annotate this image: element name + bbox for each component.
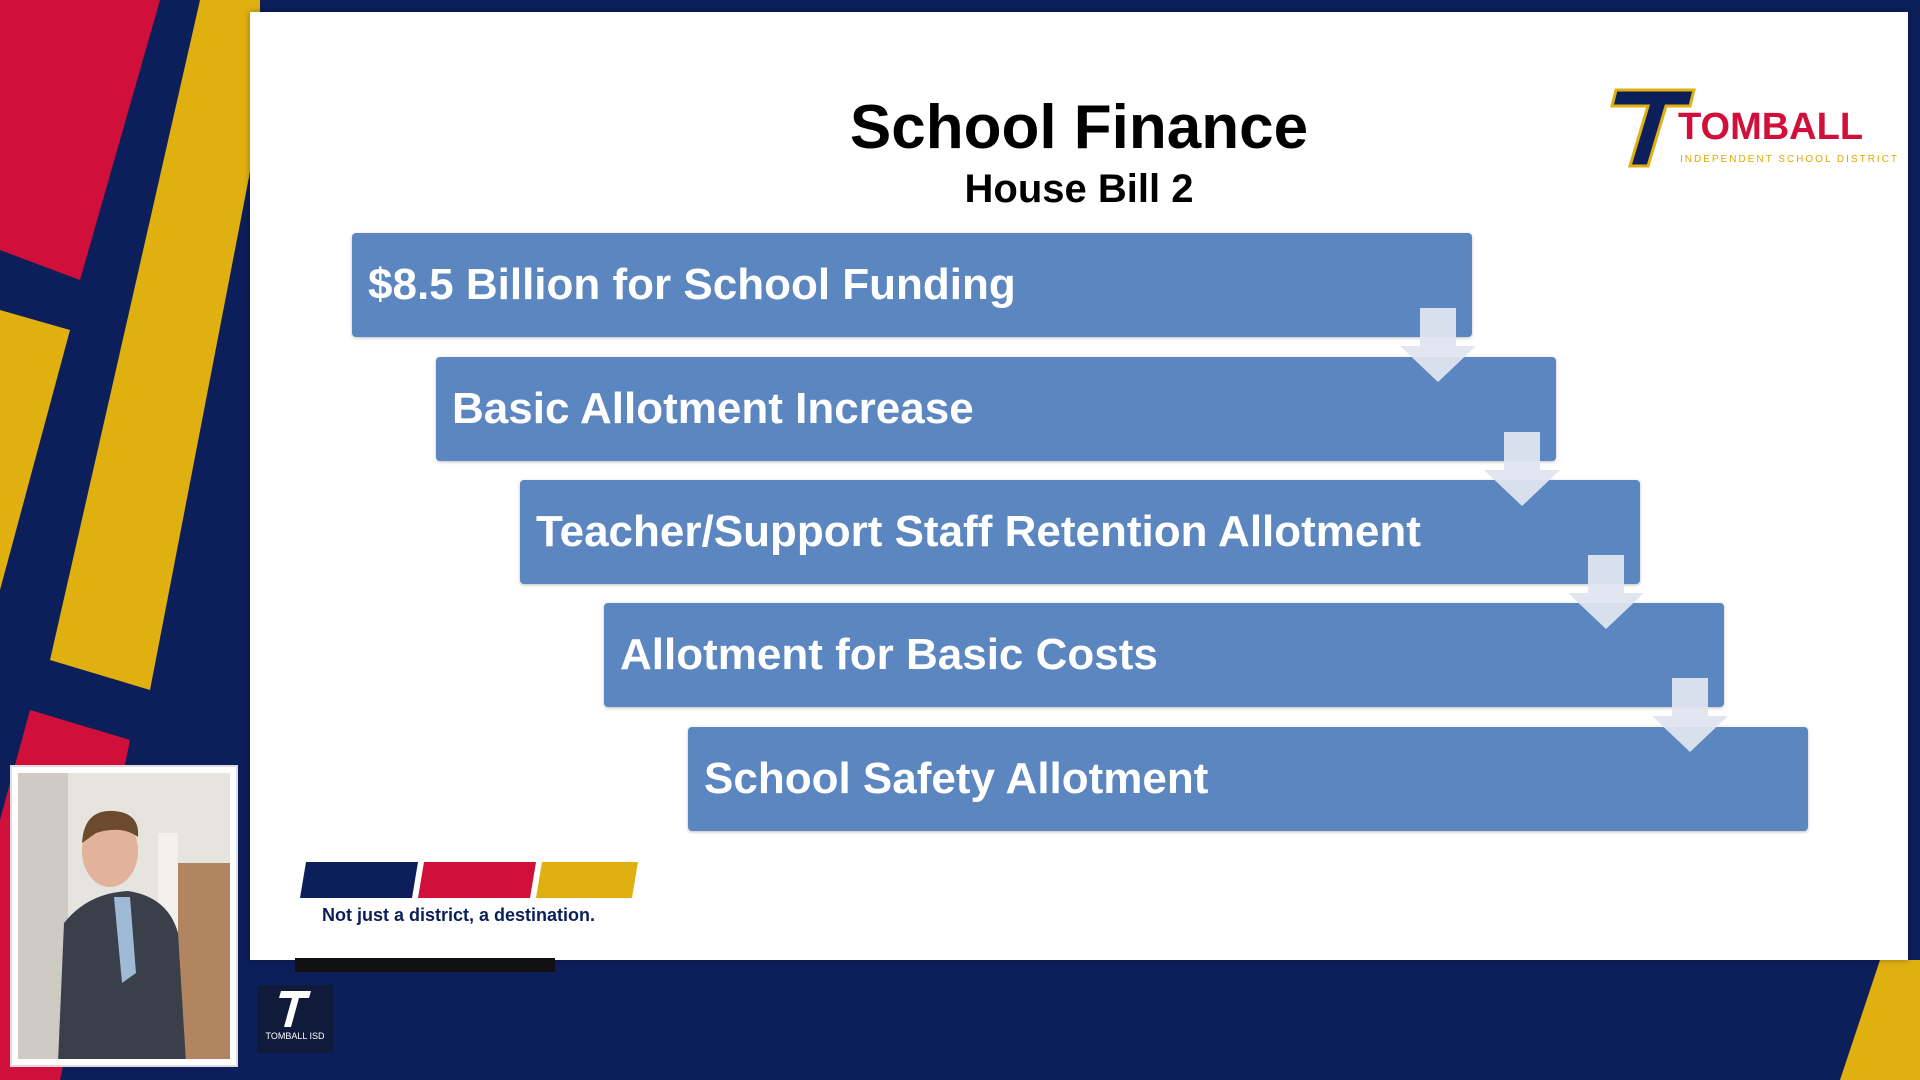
- slide-title: School Finance: [849, 93, 1309, 162]
- step-1: [352, 233, 1472, 337]
- decorative-stripe-corner: [1820, 960, 1920, 1080]
- logo-word: TOMBALL: [1678, 106, 1864, 148]
- step-4: [604, 603, 1724, 707]
- step-3: [520, 480, 1640, 584]
- logo-subtitle: INDEPENDENT SCHOOL DISTRICT: [1680, 154, 1900, 165]
- tomball-logo: [1608, 84, 1900, 174]
- tomball-t-logo-icon: [277, 989, 313, 1029]
- step-label: Allotment for Basic Costs: [620, 630, 1158, 679]
- slide-bottom-bar: [295, 958, 555, 972]
- step-2: [436, 357, 1556, 461]
- step-label: Teacher/Support Staff Retention Allotment: [536, 507, 1421, 556]
- down-arrow-icon: [1398, 308, 1478, 382]
- down-arrow-icon: [1566, 555, 1646, 629]
- down-arrow-icon: [1482, 432, 1562, 506]
- slide-subtitle: House Bill 2: [964, 167, 1194, 211]
- speaker-video: [10, 765, 238, 1067]
- badge-text: TOMBALL ISD: [265, 1031, 325, 1041]
- presentation-slide: [250, 12, 1908, 960]
- step-label: $8.5 Billion for School Funding: [368, 260, 1016, 309]
- step-5: [688, 727, 1808, 831]
- step-label: School Safety Allotment: [704, 754, 1209, 803]
- speaker-figure: [18, 773, 230, 1059]
- tagline-color-bars: [298, 862, 638, 898]
- step-label: Basic Allotment Increase: [452, 384, 974, 433]
- tomball-isd-badge: [257, 985, 333, 1053]
- tagline: Not just a district, a destination.: [322, 905, 596, 925]
- speaker-video-frame: [18, 773, 230, 1059]
- down-arrow-icon: [1650, 678, 1730, 752]
